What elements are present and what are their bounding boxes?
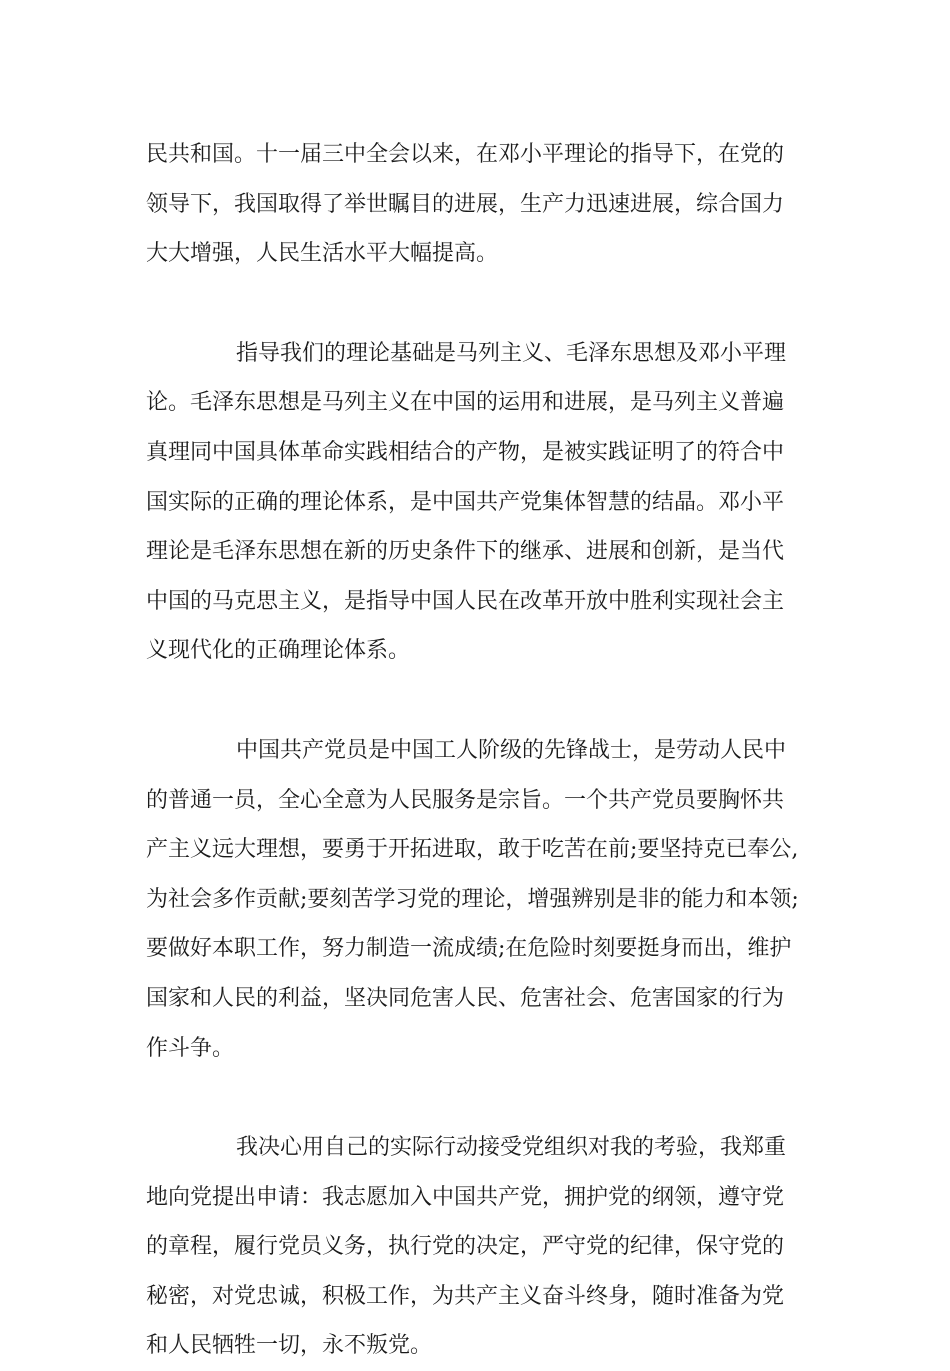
paragraph-line: 的章程，履行党员义务，执行党的决定，严守党的纪律，保守党的 [146, 1234, 785, 1260]
paragraph-line: 地向党提出申请：我志愿加入中国共产党，拥护党的纲领，遵守党 [146, 1184, 785, 1210]
paragraph-line: 民共和国。十一届三中全会以来，在邓小平理论的指导下，在党的 [146, 142, 785, 167]
paragraph-line: 论。毛泽东思想是马列主义在中国的运用和进展，是马列主义普遍 [146, 390, 785, 416]
paragraph-gap [146, 1073, 808, 1123]
paragraph-line: 义现代化的正确理论体系。 [146, 638, 411, 664]
paragraph-line: 和人民牺牲一切，永不叛党。 [146, 1333, 433, 1359]
paragraph-line: 作斗争。 [146, 1035, 235, 1061]
paragraph-line: 指导我们的理论基础是马列主义、毛泽东思想及邓小平理 [236, 340, 787, 366]
paragraph-line: 产主义远大理想，要勇于开拓进取，敢于吃苦在前;要坚持克已奉公, [146, 837, 799, 863]
paragraph-2 [146, 329, 808, 676]
paragraph-line: 中国共产党员是中国工人阶级的先锋战士，是劳动人民中 [236, 737, 787, 763]
paragraph-line: 的普通一员，全心全意为人民服务是宗旨。一个共产党员要胸怀共 [146, 787, 785, 813]
paragraph-line: 国家和人民的利益，坚决同危害人民、危害社会、危害国家的行为 [146, 985, 785, 1011]
paragraph-gap [146, 279, 808, 329]
paragraph-line: 真理同中国具体革命实践相结合的产物，是被实践证明了的符合中 [146, 439, 785, 465]
paragraph-line: 国实际的正确的理论体系，是中国共产党集体智慧的结晶。邓小平 [146, 489, 785, 515]
paragraph-line: 要做好本职工作，努力制造一流成绩;在危险时刻要挺身而出，维护 [146, 936, 792, 962]
paragraph-line: 大大增强，人民生活水平大幅提高。 [146, 241, 499, 267]
paragraph-line: 我决心用自己的实际行动接受党组织对我的考验，我郑重 [236, 1135, 787, 1161]
paragraph-gap [146, 676, 808, 726]
paragraph-line: 为社会多作贡献;要刻苦学习党的理论，增强辨别是非的能力和本领; [146, 886, 799, 912]
paragraph-line: 领导下，我国取得了举世瞩目的进展，生产力迅速进展，综合国力 [146, 191, 785, 217]
paragraph-3 [146, 726, 808, 1073]
paragraph-4 [146, 1123, 808, 1371]
paragraph-line: 理论是毛泽东思想在新的历史条件下的继承、进展和创新，是当代 [146, 539, 785, 565]
paragraph-line: 秘密，对党忠诚，积极工作，为共产主义奋斗终身，随时准备为党 [146, 1283, 785, 1309]
paragraph-1 [146, 130, 808, 279]
document-body [146, 130, 808, 1371]
paragraph-line: 中国的马克思主义，是指导中国人民在改革开放中胜利实现社会主 [146, 588, 785, 614]
